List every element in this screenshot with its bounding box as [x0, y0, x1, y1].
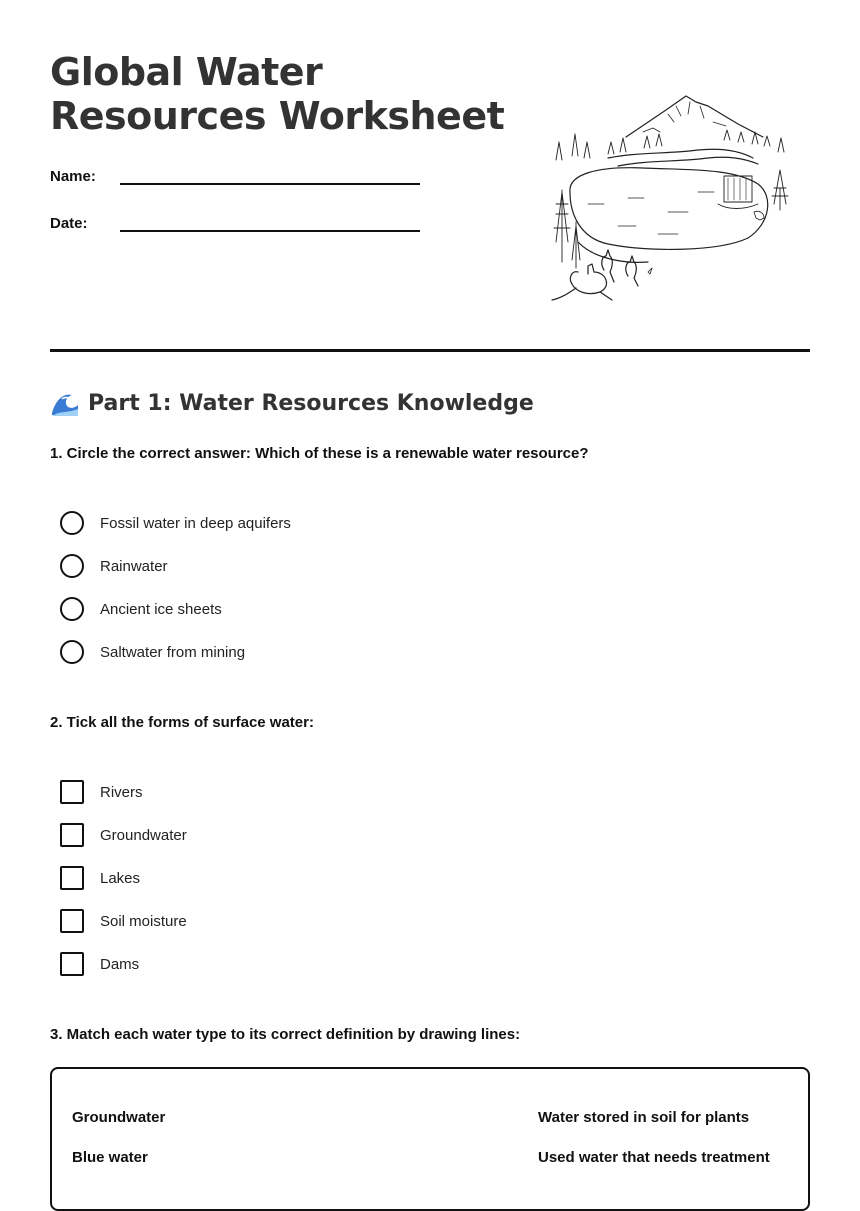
question-2: 2. Tick all the forms of surface water: — [50, 714, 314, 731]
worksheet-title: Global Water Resources Worksheet — [50, 50, 505, 138]
q1-option[interactable] — [60, 597, 222, 621]
checkbox[interactable] — [60, 909, 84, 933]
date-line[interactable] — [120, 212, 420, 232]
checkbox[interactable] — [60, 952, 84, 976]
q1-option-label: Rainwater — [100, 557, 168, 575]
radio-circle[interactable] — [60, 640, 84, 664]
question-3: 3. Match each water type to its correct definition by drawing lines: — [50, 1026, 521, 1043]
name-line[interactable] — [120, 165, 420, 185]
q2-option[interactable] — [60, 780, 143, 804]
lake-landscape-illustration — [548, 92, 794, 306]
date-label: Date: — [50, 215, 88, 232]
q1-option-label: Fossil water in deep aquifers — [100, 514, 291, 532]
checkbox[interactable] — [60, 866, 84, 890]
q2-option[interactable] — [60, 909, 187, 933]
q2-option[interactable] — [60, 952, 139, 976]
q2-option-label: Dams — [100, 955, 140, 973]
q2-option-label: Groundwater — [100, 826, 187, 844]
radio-circle[interactable] — [60, 597, 84, 621]
match-definition[interactable]: Water stored in soil for plants — [538, 1109, 750, 1126]
q2-option[interactable] — [60, 866, 140, 890]
section-divider — [50, 349, 810, 352]
wave-icon — [50, 389, 80, 417]
matching-box — [50, 1067, 810, 1211]
name-field — [50, 165, 420, 185]
match-term[interactable]: Blue water — [72, 1149, 148, 1166]
question-1: 1. Circle the correct answer: Which of these is a renewable water resource? — [50, 445, 589, 462]
checkbox[interactable] — [60, 780, 84, 804]
q1-option[interactable] — [60, 554, 168, 578]
q1-option[interactable] — [60, 511, 291, 535]
checkbox[interactable] — [60, 823, 84, 847]
q2-option[interactable] — [60, 823, 187, 847]
radio-circle[interactable] — [60, 511, 84, 535]
match-definition[interactable]: Used water that needs treatment — [538, 1149, 770, 1166]
part1-heading-text: Part 1: Water Resources Knowledge — [88, 390, 534, 416]
part1-heading — [50, 389, 534, 417]
q2-option-label: Soil moisture — [100, 912, 187, 930]
match-term[interactable]: Groundwater — [72, 1109, 166, 1126]
q1-option[interactable] — [60, 640, 245, 664]
date-field — [50, 212, 420, 232]
q2-option-label: Lakes — [100, 869, 141, 887]
q1-option-label: Ancient ice sheets — [100, 600, 222, 618]
radio-circle[interactable] — [60, 554, 84, 578]
q2-option-label: Rivers — [100, 783, 143, 801]
name-label: Name: — [50, 168, 96, 185]
q1-option-label: Saltwater from mining — [100, 643, 246, 661]
